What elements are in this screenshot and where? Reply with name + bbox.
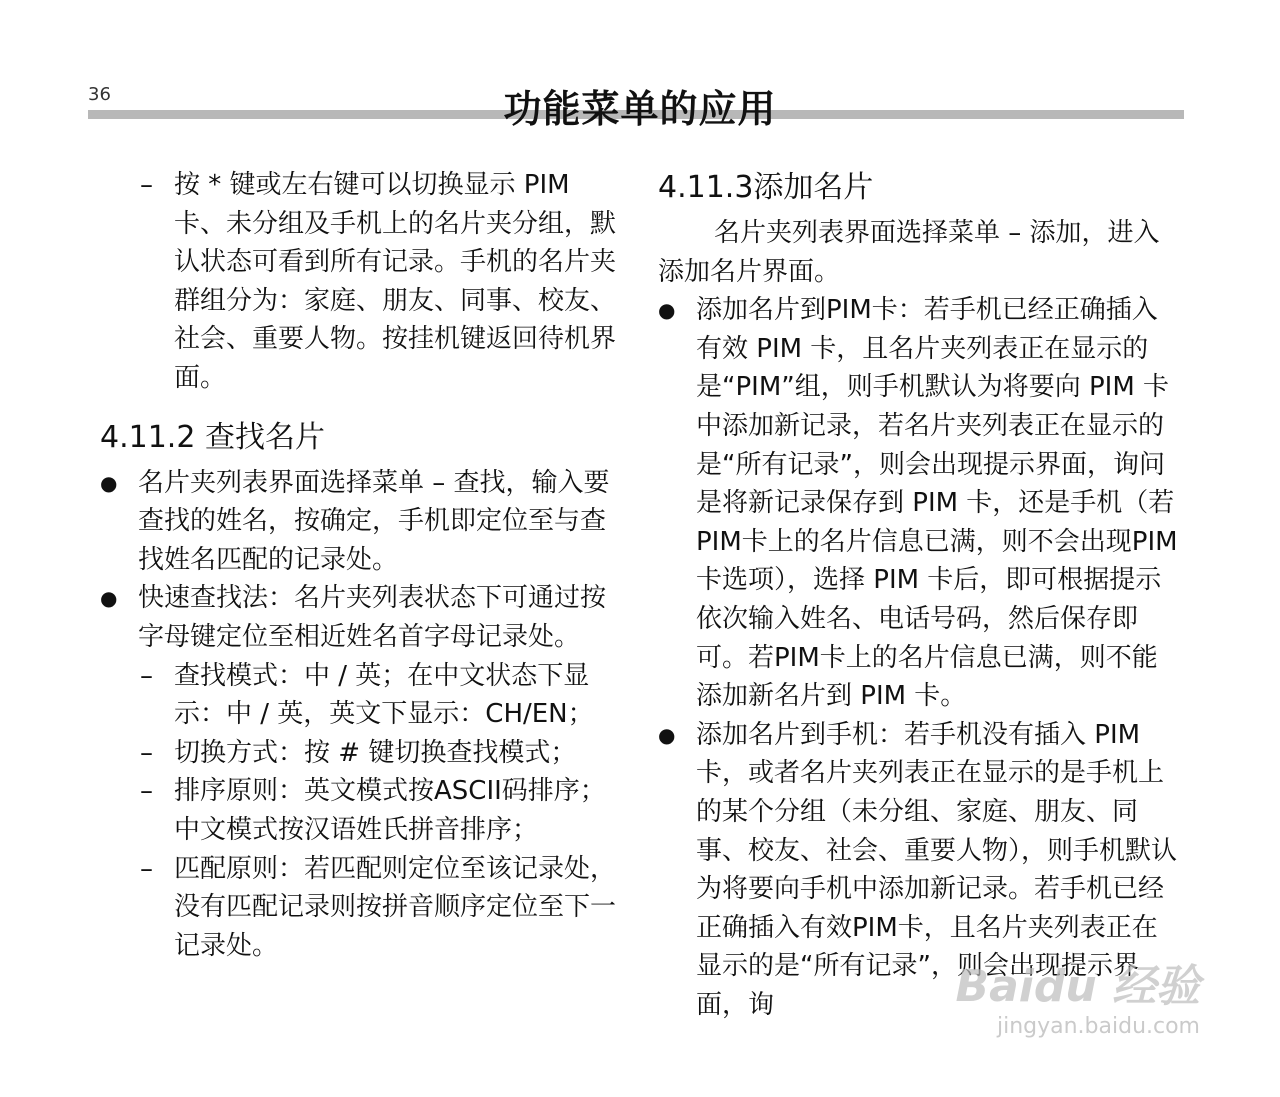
intro-dash-item: – 按 * 键或左右键可以切换显示 PIM 卡、未分组及手机上的名片夹分组，默认状态可看到所有记录。手机的名片夹群组分为：家庭、朋友、同事、校友、社会、重要人物。按挂机键返回待机界面。 — [100, 166, 620, 398]
watermark-logo: Baidu 经验 — [955, 961, 1200, 1012]
page-title: 功能菜单的应用 — [503, 87, 777, 131]
sub-item-match-rule: – 匹配原则：若匹配则定位至该记录处，没有匹配记录则按拼音顺序定位至下一记录处。 — [100, 850, 620, 966]
left-column — [100, 166, 620, 965]
page-number: 36 — [88, 84, 111, 105]
bullet-item: ● 快速查找法：名片夹列表状态下可通过按字母键定位至相近姓名首字母记录处。 — [100, 579, 620, 656]
sub-item-search-mode: – 查找模式：中 / 英；在中文状态下显示：中 / 英，英文下显示：CH/EN； — [100, 657, 620, 734]
bullet-item: ● 名片夹列表界面选择菜单 – 查找，输入要查找的姓名，按确定，手机即定位至与查找姓名匹配的记录处。 — [100, 464, 620, 580]
right-column — [658, 166, 1178, 1024]
sub-item-sort-rule: – 排序原则：英文模式按ASCII码排序；中文模式按汉语姓氏拼音排序； — [100, 772, 620, 849]
section-heading-find-card: 4.11.2 查找名片 — [100, 419, 325, 455]
watermark-url: jingyan.baidu.com — [996, 1014, 1200, 1039]
add-card-intro: 名片夹列表界面选择菜单 – 添加，进入添加名片界面。 — [658, 218, 1160, 287]
baidu-watermark — [900, 950, 1200, 1039]
bullet-item: ● 添加名片到手机：若手机没有插入 PIM 卡，或者名片夹列表正在显示的是手机上的某个分组（未分组、家庭、朋友、同事、校友、社会、重要人物），则手机默认为将要向手机中添加新记录。若手机已经正确插入有效PIM卡，且名片夹列表正在显示的是“所有记录”，则会出现提示界面，询 — [658, 716, 1178, 1025]
section-heading-add-card: 4.11.3添加名片 — [658, 170, 874, 205]
sub-item-switch-method: – 切换方式：按 # 键切换查找模式； — [100, 734, 620, 773]
bullet-item: ● 添加名片到PIM卡：若手机已经正确插入有效 PIM 卡，且名片夹列表正在显示的是“PIM”组，则手机默认为将要向 PIM 卡中添加新记录，若名片夹列表正在显示的是“所有记录”，则会出现提示界面，询问是将新记录保存到 PIM 卡，还是手机（若PIM卡上的名片信息已满，则不会出现PIM 卡选项），选择 PIM 卡后，即可根据提示依次输入姓名、电话号码，然后保存即可。若PIM卡上的名片信息已满，则不能添加新名片到 PIM 卡。 — [658, 291, 1178, 716]
